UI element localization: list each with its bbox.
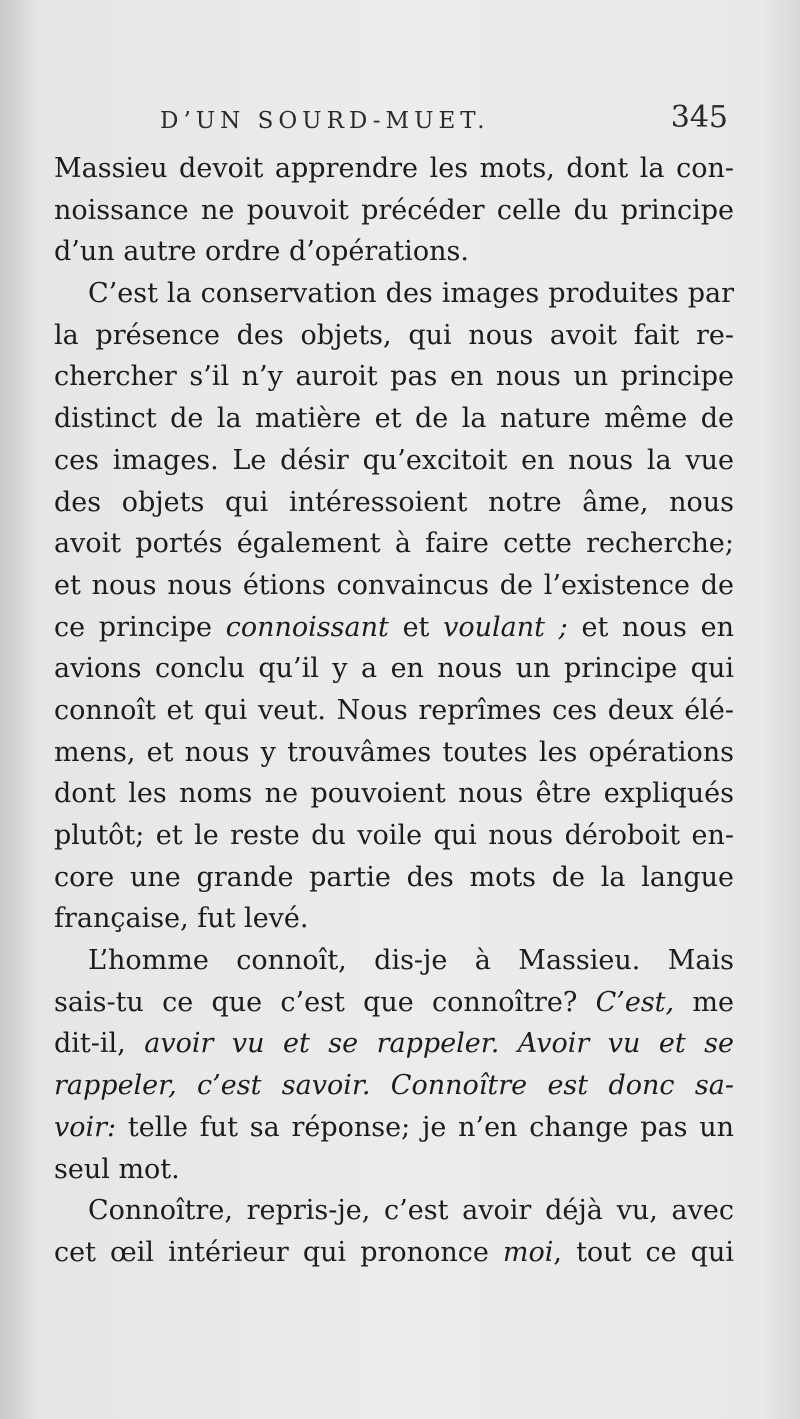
text-line: Massieu devoit apprendre les mots, dont la con- [54,153,734,184]
text-span: telle fut sa réponse; je n’en change pas un [116,1111,734,1143]
text-line: seul mot. [54,1153,180,1185]
text-line [54,1107,734,1149]
text-span: dit-il, [54,1028,145,1060]
running-title: D’UN SOURD-MUET. [160,108,490,134]
text-span: et [388,611,444,643]
italic-text: voulant ; [443,611,568,643]
text-line: d’un autre ordre d’opérations. [54,236,469,268]
body-text [54,148,734,1274]
text-span: ce principe [54,611,226,643]
text-line: core une grande partie des mots de la langue [54,861,734,893]
text-line: dont les noms ne pouvoient nous être expliqués [54,778,734,810]
text-line: noissance ne pouvoit précéder celle du principe [54,194,734,226]
text-line [54,607,734,649]
text-line: C’est la conservation des images produites par [88,278,734,310]
text-line [54,1065,734,1107]
text-line: connoît et qui veut. Nous reprîmes ces deux élé- [54,694,734,726]
text-line: avions conclu qu’il y a en nous un principe qui [54,653,734,685]
text-line [54,982,734,1024]
text-span: , tout ce qui [553,1236,734,1268]
text-span: me [674,986,734,1018]
text-line: Connoître, repris-je, c’est avoir déjà vu, avec [88,1195,734,1227]
text-line [54,1023,734,1065]
text-line: mens, et nous y trouvâmes toutes les opérations [54,736,734,768]
text-line [54,1232,734,1274]
text-line: des objets qui intéressoient notre âme, nous [54,486,734,518]
italic-text: moi [502,1236,554,1268]
text-line: distinct de la matière et de la nature même de [54,403,734,435]
text-line: française, fut levé. [54,903,309,935]
italic-text: avoir vu et se rappeler. Avoir vu et se [144,1028,735,1060]
text-line: avoit portés également à faire cette recherche; [54,528,734,560]
text-line: la présence des objets, qui nous avoit fait re- [54,319,734,351]
page-number: 345 [670,100,728,135]
italic-text: rappeler, c’est savoir. Connoître est donc sa- [54,1070,734,1102]
text-line: chercher s’il n’y auroit pas en nous un principe [54,361,734,393]
italic-text: connoissant [225,611,389,643]
italic-text: C’est, [595,986,675,1018]
text-line: et nous nous étions convaincus de l’existence de [54,569,734,601]
text-span: et nous en [567,611,734,643]
text-line: L’homme connoît, dis-je à Massieu. Mais [88,945,734,977]
page-header [160,100,740,140]
text-span: cet œil intérieur qui prononce [54,1236,503,1268]
text-span: sais-tu ce que c’est que connoître? [54,986,596,1018]
text-line: plutôt; et le reste du voile qui nous déroboit en- [54,820,734,851]
italic-text: voir: [54,1111,117,1143]
text-line: ces images. Le désir qu’excitoit en nous la vue [54,444,734,476]
